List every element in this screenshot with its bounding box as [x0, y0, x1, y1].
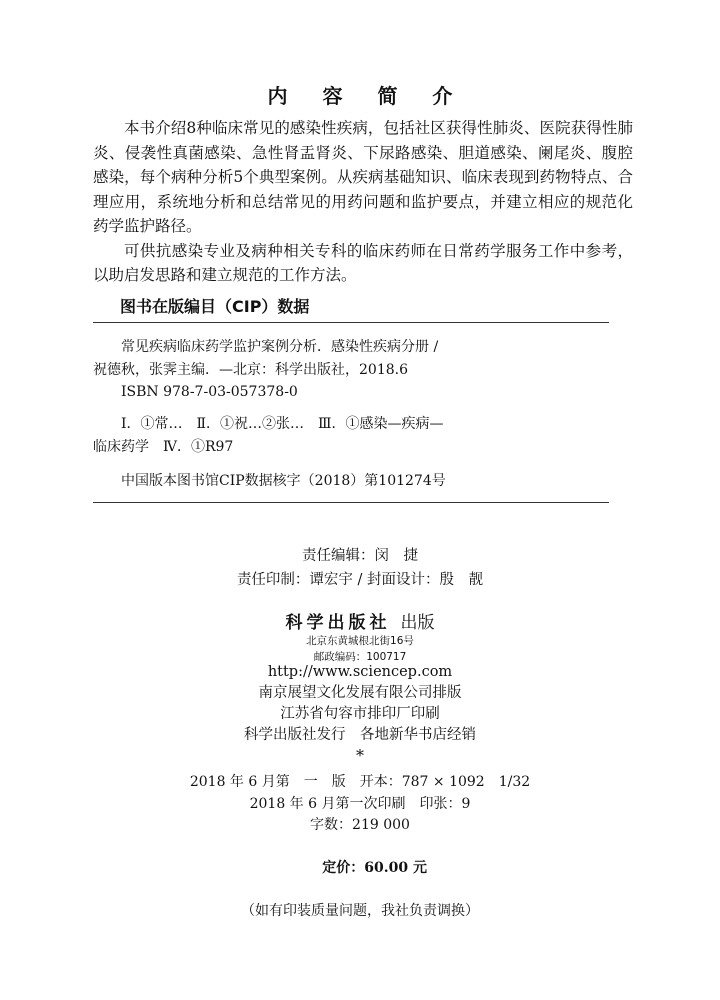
- separator-star: *: [356, 746, 364, 765]
- cip-classification: [93, 413, 613, 458]
- printer: 江苏省句容市排印厂印刷: [280, 706, 440, 722]
- edition-info: 2018 年 6 月第 一 版 开本：787 × 1092 1/32: [189, 774, 531, 790]
- publisher-postcode: 邮政编码：100717: [313, 651, 407, 663]
- cip-line-1: 常见疾病临床药学监护案例分析．感染性疾病分册 /: [121, 339, 439, 355]
- book-summary: [93, 116, 633, 288]
- cip-bibliographic: [93, 336, 613, 404]
- cip-top-rule: [93, 322, 609, 323]
- word-count: 字数：219 000: [310, 817, 410, 833]
- price: [0, 837, 720, 902]
- cip-isbn: ISBN 978-7-03-057378-0: [121, 384, 298, 400]
- publisher-address: 北京东黄城根北街16号: [306, 635, 414, 647]
- cip-heading: 图书在版编目（CIP）数据: [120, 297, 310, 316]
- summary-paragraph-1: 本书介绍8种临床常见的感染性疾病，包括社区获得性肺炎、医院获得性肺炎、侵袭性真菌感染、急性肾盂肾炎、下尿路感染、胆道感染、阑尾炎、腹腔感染，每个病种分析5个典型案例。从疾病基础知识、临床表现到药物特点、合理应用，系统地分析和总结常见的用药问题和监护要点，并建立相应的规范化药学监护路径。: [93, 119, 633, 235]
- printing-info: 2018 年 6 月第一次印刷 印张：9: [249, 795, 471, 812]
- publisher-name: 科学出版社: [285, 613, 391, 633]
- cip-record-number: 中国版本图书馆CIP数据核字（2018）第101274号: [121, 473, 446, 489]
- publisher-block: [0, 608, 720, 665]
- price-value: 60.00 元: [364, 860, 427, 876]
- print-and-cover-credit: 责任印制：谭宏宇 / 封面设计：殷 靓: [236, 572, 484, 588]
- cip-line-4: Ⅰ．①常… Ⅱ．①祝…②张… Ⅲ．①感染—疾病—: [121, 416, 444, 432]
- credits: [0, 544, 720, 592]
- responsible-editor: 责任编辑：闵 捷: [302, 548, 418, 564]
- cip-record: [93, 470, 613, 493]
- cip-line-2: 祝德秋，张霁主编．—北京：科学出版社，2018.6: [93, 361, 408, 378]
- book-specs: [0, 772, 720, 923]
- publisher-suffix: 出版: [400, 613, 435, 633]
- cip-line-5: 临床药学 Ⅳ．①R97: [93, 438, 234, 455]
- cip-bottom-rule: [93, 502, 609, 503]
- distribution: 科学出版社发行 各地新华书店经销: [244, 727, 476, 743]
- publisher-url: http://www.sciencep.com: [267, 664, 453, 680]
- publishing-info: [0, 662, 720, 746]
- price-label: 定价：: [322, 860, 365, 876]
- quality-notice: （如有印装质量问题，我社负责调换）: [241, 903, 479, 919]
- page-title: 内 容 简 介: [267, 84, 467, 108]
- typesetter: 南京展望文化发展有限公司排版: [258, 685, 462, 701]
- summary-paragraph-2: 可供抗感染专业及病种相关专科的临床药师在日常药学服务工作中参考，以助启发思路和建立规范的工作方法。: [93, 241, 633, 284]
